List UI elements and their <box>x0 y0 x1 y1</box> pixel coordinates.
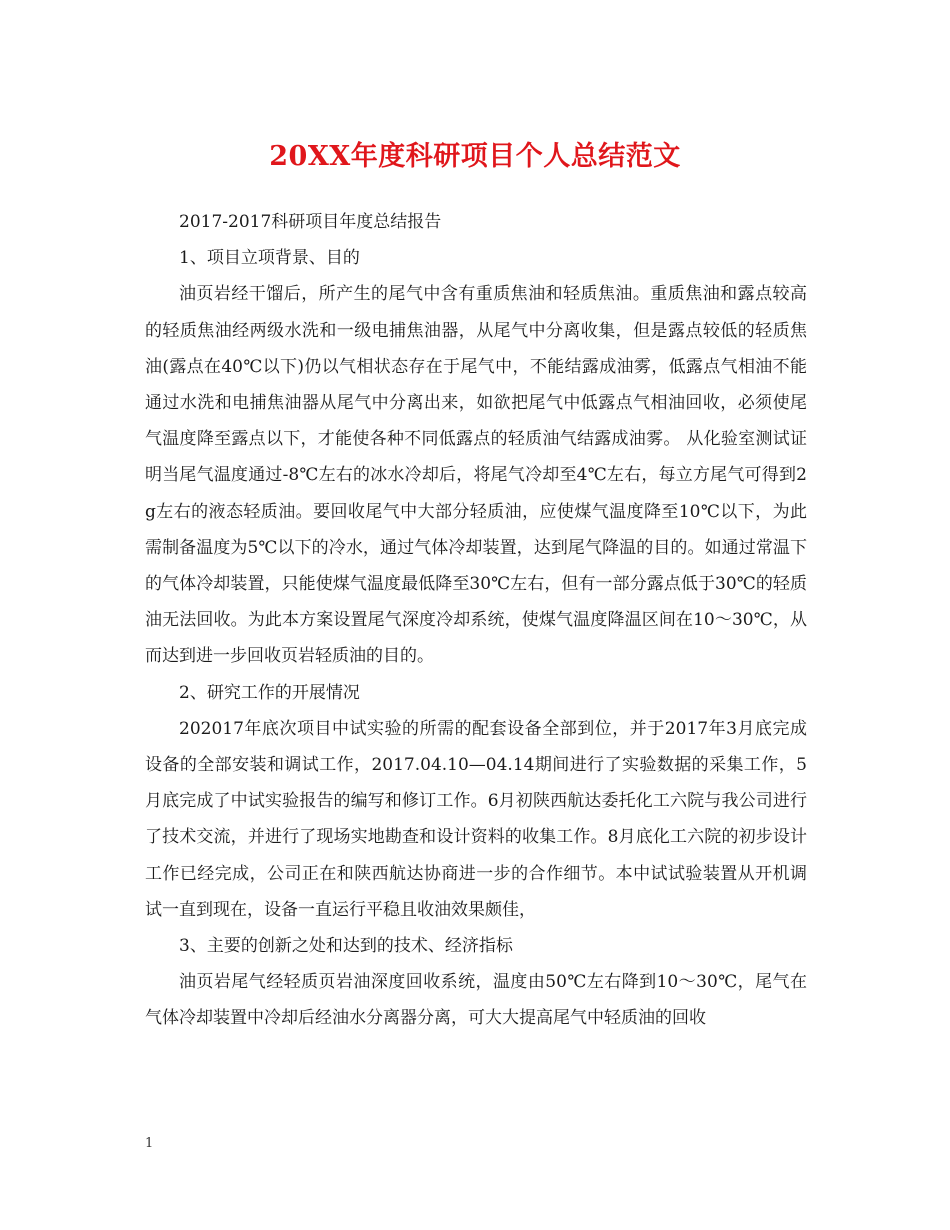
report-heading: 2017-2017科研项目年度总结报告 <box>179 212 442 232</box>
document-body <box>145 204 807 1037</box>
section-heading-2: 2、研究工作的开展情况 <box>179 682 360 703</box>
paragraph-innovation: 油页岩尾气经轻质页岩油深度回收系统，温度由50℃左右降到10～30℃，尾气在气体冷却装置中冷却后经油水分离器分离，可大大提高尾气中轻质油的回收 <box>145 972 807 1029</box>
paragraph-background: 油页岩经干馏后，所产生的尾气中含有重质焦油和轻质焦油。重质焦油和露点较高的轻质焦油经两级水洗和一级电捕焦油器，从尾气中分离收集，但是露点较低的轻质焦油(露点在40℃以下)仍以气相状态存在于尾气中，不能结露成油雾，低露点气相油不能通过水洗和电捕焦油器从尾气中分离出来，如欲把尾气中低露点气相油回收，必须使尾气温度降至露点以下，才能使各种不同低露点的轻质油气结露成油雾。 从化验室测试证明当尾气温度通过-8℃左右的冰水冷却后，将尾气冷却至4℃左右，每立方尾气可得到2 g左右的液态轻质油。要回收尾气中大部分轻质油，应使煤气温度降至10℃以下，为此需制备温度为5℃以下的冷水，通过气体冷却装置，达到尾气降温的目的。如通过常温下的气体冷却装置，只能使煤气温度最低降至30℃左右，但有一部分露点低于30℃的轻质油无法回收。为此本方案设置尾气深度冷却系统，使煤气温度降温区间在10～30℃，从而达到进一步回收页岩轻质油的目的。 <box>145 284 807 667</box>
section-heading-3: 3、主要的创新之处和达到的技术、经济指标 <box>179 936 513 957</box>
paragraph-progress: 202017年底次项目中试实验的所需的配套设备全部到位，并于2017年3月底完成设备的全部安装和调试工作，2017.04.10—04.14期间进行了实验数据的采集工作，5月底完成了中试实验报告的编写和修订工作。6月初陕西航达委托化工六院与我公司进行了技术交流，并进行了现场实地勘查和设计资料的收集工作。8月底化工六院的初步设计工作已经完成，公司正在和陕西航达协商进一步的合作细节。本中试试验装置从开机调试一直到现在，设备一直运行平稳且收油效果颇佳， <box>145 718 807 920</box>
section-heading-1: 1、项目立项背景、目的 <box>179 248 360 269</box>
document-title: 20XX年度科研项目个人总结范文 <box>269 141 681 172</box>
page-number: 1 <box>145 1136 154 1151</box>
